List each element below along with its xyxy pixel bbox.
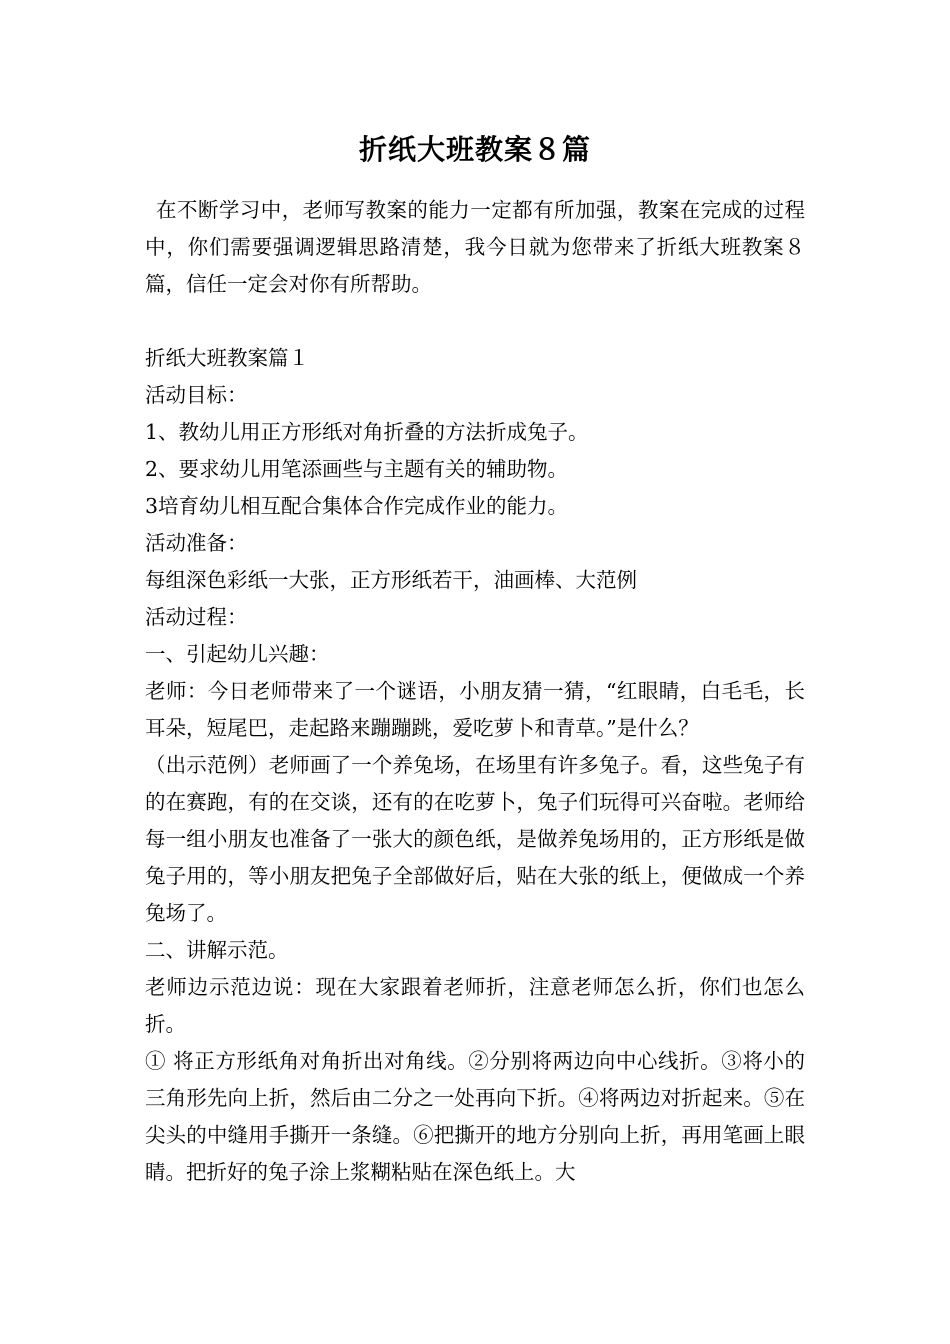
goal-item: 3培育幼儿相互配合集体合作完成作业的能力。 [145, 494, 569, 518]
section-heading: 折纸大班教案篇１ [145, 346, 309, 370]
step-heading: 一、引起幼儿兴趣： [145, 642, 330, 666]
preparation-heading: 活动准备： [145, 531, 248, 555]
document-body [145, 192, 805, 1191]
intro-paragraph: 在不断学习中，老师写教案的能力一定都有所加强，教案在完成的过程中，你们需要强调逻辑思路清楚，我今日就为您带来了折纸大班教案８篇，信任一定会对你有所帮助。 [145, 198, 805, 296]
goal-item: 1、教幼儿用正方形纸对角折叠的方法折成兔子。 [145, 420, 589, 444]
document-title: 折纸大班教案８篇 [358, 133, 591, 166]
preparation-text: 每组深色彩纸一大张，正方形纸若干，油画棒、大范例 [145, 568, 637, 592]
body-paragraph: ① 将正方形纸角对角折出对角线。②分别将两边向中心线折。③将小的三角形先向上折，然后由二分之一处再向下折。④将两边对折起来。⑤在尖头的中缝用手撕开一条缝。⑥把撕开的地方分别向上折，再用笔画上眼睛。把折好的兔子涂上浆糊粘贴在深色纸上。大 [145, 1049, 805, 1184]
body-paragraph: 老师边示范边说：现在大家跟着老师折，注意老师怎么折，你们也怎么折。 [145, 975, 805, 1036]
paragraph-spacer [145, 303, 805, 340]
body-paragraph: 老师：今日老师带来了一个谜语，小朋友猜一猜，“红眼睛，白毛毛，长耳朵，短尾巴，走起路来蹦蹦跳，爱吃萝卜和青草。”是什么？ [145, 679, 805, 740]
body-paragraph: （出示范例）老师画了一个养兔场，在场里有许多兔子。看，这些兔子有的在赛跑，有的在交谈，还有的在吃萝卜，兔子们玩得可兴奋啦。老师给每一组小朋友也准备了一张大的颜色纸，是做养兔场用的，正方形纸是做兔子用的，等小朋友把兔子全部做好后，贴在大张的纸上，便做成一个养兔场了。 [145, 753, 805, 925]
goal-item: 2、要求幼儿用笔添画些与主题有关的辅助物。 [145, 457, 569, 481]
goals-heading: 活动目标： [145, 383, 248, 407]
step-heading: 二、讲解示范。 [145, 938, 289, 962]
process-heading: 活动过程： [145, 605, 248, 629]
